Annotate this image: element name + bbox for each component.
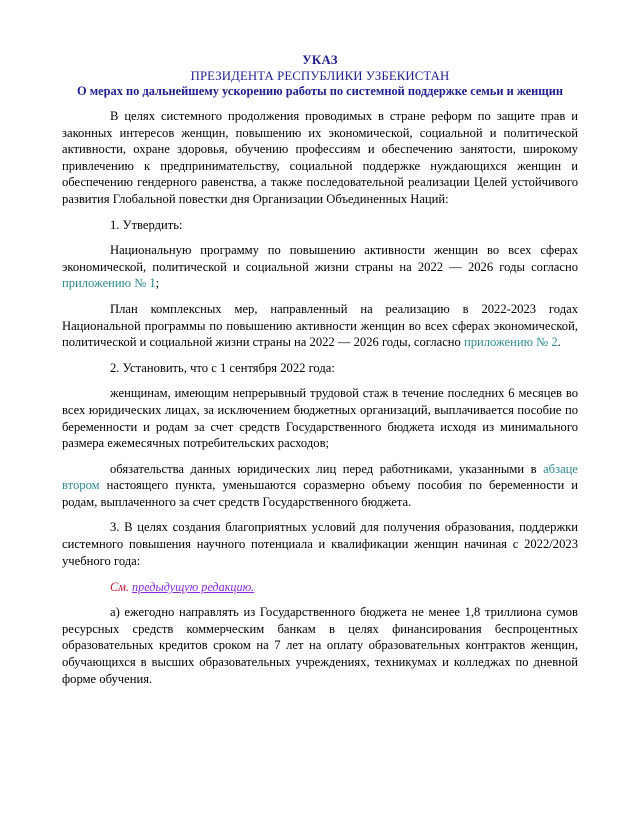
item-1-b-text-after: . — [557, 335, 561, 350]
title-line-subject: О мерах по дальнейшему ускорению работы по системной поддержке семьи и женщин — [76, 84, 564, 98]
paragraph-item-3-a: а) ежегодно направлять из Государственного бюджета не менее 1,8 триллиона сумов ресурсных средств коммерческим банкам в целях финансирования беспроцентных образовательных кредитов сроком на 7 лет на оплату образовательных контрактов женщин, обучающихся в высших образовательных учреждениях, техникумах и колледжах по дневной форме обучения. — [62, 605, 578, 686]
revision-see-label: См. — [110, 580, 133, 595]
title-line-ukaz: УКАЗ — [302, 53, 338, 67]
link-prilozhenie-1[interactable]: приложению № 1 — [62, 276, 156, 291]
paragraph-item-1-heading: 1. Утвердить: — [110, 217, 183, 232]
item-2-b-text-before: обязательства данных юридических лиц перед работниками, указанными в — [110, 461, 544, 476]
title-line-president: ПРЕЗИДЕНТА РЕСПУБЛИКИ УЗБЕКИСТАН — [190, 69, 450, 83]
item-1-a-text-before: Национальную программу по повышению активности женщин во всех сферах экономической, политической и социальной жизни страны на 2022 — 2026 годы согласно — [62, 243, 578, 274]
item-1-a-text-after: ; — [155, 276, 160, 291]
document-body — [62, 52, 578, 687]
paragraph-item-3-heading: 3. В целях создания благоприятных условий для получения образования, поддержки системного повышения научного потенциала и квалификации женщин начиная с 2022/2023 учебного года: — [62, 520, 578, 568]
link-prilozhenie-2[interactable]: приложению № 2 — [463, 335, 558, 350]
paragraph-item-2-a: женщинам, имеющим непрерывный трудовой стаж в течение последних 6 месяцев во всех юридических лицах, за исключением бюджетных организаций, выплачивается пособие по беременности и родам за счет средств Государственного бюджета исходя из минимального размера ежемесячных потребительских расходов; — [62, 386, 578, 451]
paragraph-item-2-b — [62, 461, 578, 511]
document-title — [62, 52, 578, 99]
revision-note — [62, 579, 578, 595]
paragraph-item-1-a — [62, 242, 578, 292]
link-previous-revision[interactable]: предыдущую редакцию. — [132, 580, 255, 595]
item-1-b-text-before: План комплексных мер, направленный на реализацию в 2022-2023 годах Национальной программы по повышению активности женщин во всех сферах экономической, политической и социальной жизни страны на 2022 — 2026 годы, согласно — [62, 301, 578, 350]
paragraph-preamble: В целях системного продолжения проводимых в стране реформ по защите прав и законных интересов женщин, повышению их экономической, социальной и политической активности, охране здоровья, обучению профессиям и обеспечению занятости, широкому привлечению к предпринимательству, социальной поддержке нуждающихся женщин и обеспечению гендерного равенства, а также последовательной реализации Целей устойчивого развития Глобальной повестки дня Организации Объединенных Наций: — [62, 109, 578, 206]
link-abzac-vtoroy[interactable]: абзаце втором — [62, 461, 578, 493]
item-2-b-text-after: настоящего пункта, уменьшаются соразмерно объему пособия по беременности и родам, выплаченного за счет средств Государственного бюджета. — [62, 478, 578, 509]
paragraph-item-1-b — [62, 301, 578, 351]
paragraph-item-2-heading: 2. Установить, что с 1 сентября 2022 года: — [110, 360, 335, 375]
